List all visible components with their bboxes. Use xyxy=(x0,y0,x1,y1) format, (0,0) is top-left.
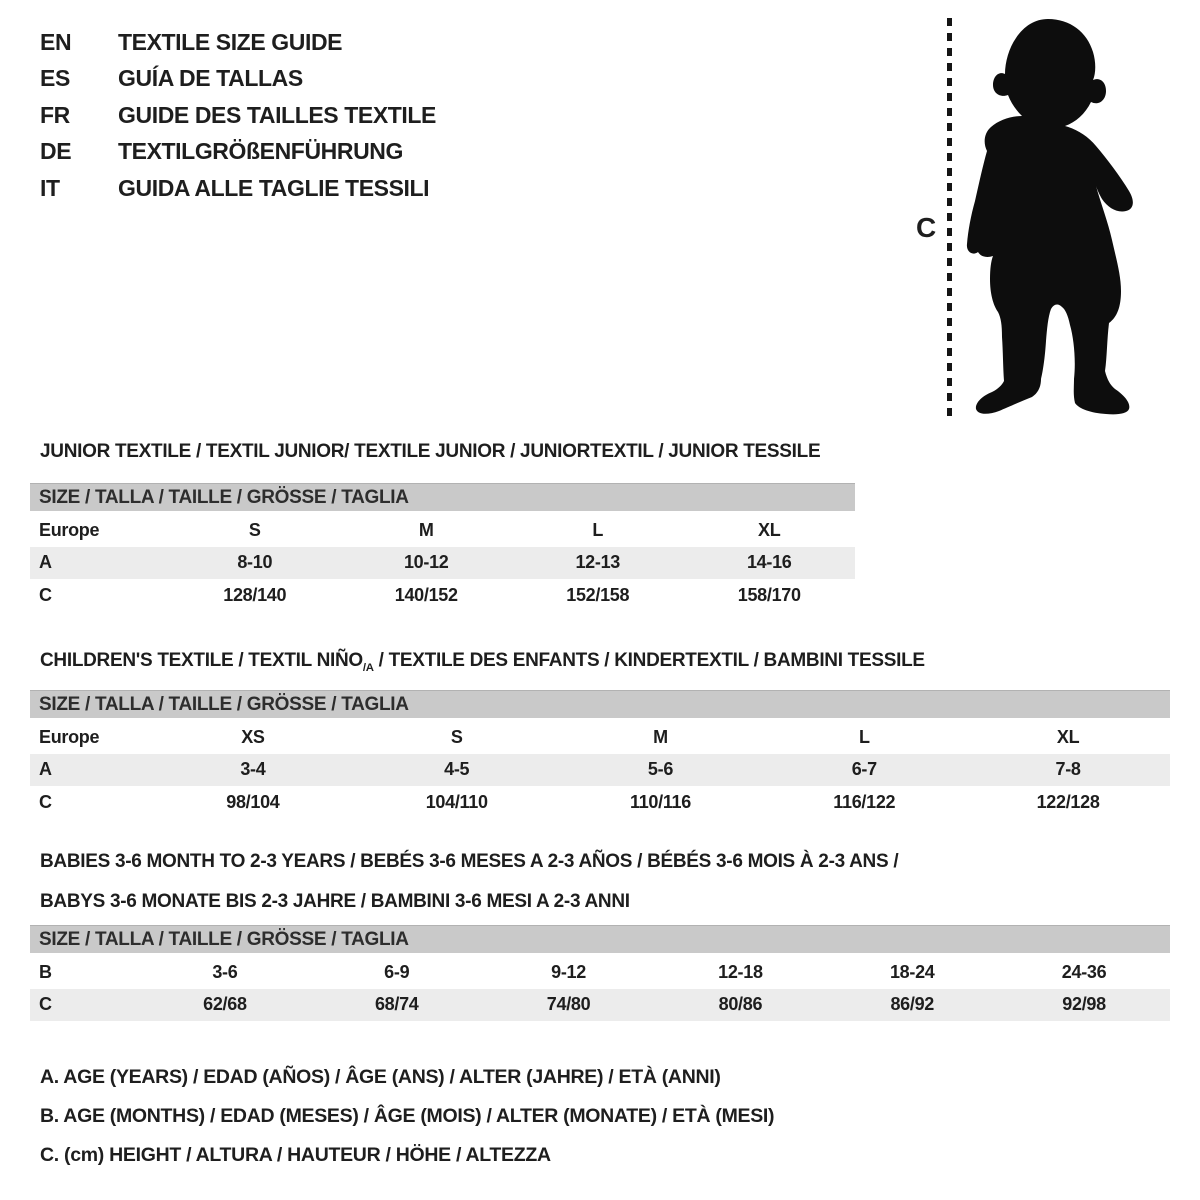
row-label: C xyxy=(39,994,52,1015)
language-title: GUIDA ALLE TAGLIE TESSILI xyxy=(118,174,430,201)
table-cell: L xyxy=(858,726,870,747)
language-title: GUIDE DES TAILLES TEXTILE xyxy=(118,101,436,128)
language-list xyxy=(40,24,436,207)
table-cell: 4-5 xyxy=(444,759,470,780)
language-row xyxy=(40,24,436,61)
table-cell: 3-4 xyxy=(240,759,266,780)
table-cell: 116/122 xyxy=(833,791,896,812)
title-text: JUNIOR TEXTILE / TEXTIL JUNIOR/ TEXTILE JUNIOR / JUNIORTEXTIL / JUNIOR TESSILE xyxy=(40,441,821,462)
table-row xyxy=(30,956,1170,989)
language-title: GUÍA DE TALLAS xyxy=(118,65,303,92)
section-title-line xyxy=(40,882,898,922)
language-code: EN xyxy=(40,28,72,55)
table-cell: M xyxy=(418,519,434,540)
language-row xyxy=(40,97,436,134)
table-row xyxy=(30,579,855,612)
language-row xyxy=(40,134,436,171)
section-title-line xyxy=(40,432,820,472)
table-row xyxy=(30,989,1170,1022)
table-cell: 5-6 xyxy=(647,759,674,780)
table-cell: 74/80 xyxy=(546,994,591,1015)
table-cell: 6-7 xyxy=(851,759,877,780)
table-cell: S xyxy=(450,726,463,747)
table-row xyxy=(30,786,1170,819)
language-code: DE xyxy=(40,138,72,165)
table-cell: XS xyxy=(241,726,265,747)
legend-line-c: C. (cm) HEIGHT / ALTURA / HAUTEUR / HÖHE / ALTEZZA xyxy=(40,1144,551,1166)
table-cell: 158/170 xyxy=(737,584,801,605)
table-cell: XL xyxy=(758,519,781,540)
size-table-header: SIZE / TALLA / TAILLE / GRÖSSE / TAGLIA xyxy=(30,483,855,511)
language-title: TEXTILGRÖßENFÜHRUNG xyxy=(118,138,403,165)
table-cell: 152/158 xyxy=(566,584,630,605)
table-cell: L xyxy=(592,519,604,540)
language-code: ES xyxy=(40,65,70,92)
title-text: CHILDREN'S TEXTILE / TEXTIL NIÑO xyxy=(40,650,363,671)
size-table-junior xyxy=(30,483,855,612)
size-table-body xyxy=(30,956,1170,1021)
title-text: / TEXTILE DES ENFANTS / KINDERTEXTIL / BAMBINI TESSILE xyxy=(373,650,925,671)
table-cell: 8-10 xyxy=(237,552,273,573)
table-cell: 14-16 xyxy=(746,552,792,573)
title-text: BABYS 3-6 MONATE BIS 2-3 JAHRE / BAMBINI 3-6 MESI A 2-3 ANNI xyxy=(40,891,630,912)
size-table-babies xyxy=(30,925,1170,1021)
toddler-silhouette xyxy=(930,15,1170,415)
table-cell: M xyxy=(653,726,668,747)
row-label: C xyxy=(39,584,52,605)
height-measure-label: C xyxy=(916,212,937,243)
row-label: B xyxy=(39,961,52,982)
section-title-babies xyxy=(40,842,898,922)
size-table-header: SIZE / TALLA / TAILLE / GRÖSSE / TAGLIA xyxy=(30,925,1170,953)
table-cell: 9-12 xyxy=(551,961,586,982)
table-cell: 110/116 xyxy=(630,791,691,812)
table-cell: 10-12 xyxy=(403,552,449,573)
table-row xyxy=(30,754,1170,787)
row-label: A xyxy=(39,552,52,573)
table-cell: 92/98 xyxy=(1062,994,1106,1015)
table-cell: 140/152 xyxy=(394,584,458,605)
language-row xyxy=(40,61,436,98)
size-table-children xyxy=(30,690,1170,819)
table-cell: 7-8 xyxy=(1055,759,1081,780)
table-cell: 104/110 xyxy=(425,791,488,812)
title-subscript: /A xyxy=(362,661,374,674)
table-row xyxy=(30,514,855,547)
table-cell: 122/128 xyxy=(1036,791,1100,812)
language-title: TEXTILE SIZE GUIDE xyxy=(118,28,343,55)
section-title-line xyxy=(40,842,898,882)
row-label: Europe xyxy=(39,519,100,540)
table-cell: 12-18 xyxy=(718,961,763,982)
table-cell: 6-9 xyxy=(384,961,410,982)
row-label: Europe xyxy=(39,726,100,747)
language-code: FR xyxy=(40,101,70,128)
table-cell: 3-6 xyxy=(212,961,238,982)
table-row xyxy=(30,721,1170,754)
table-cell: 68/74 xyxy=(374,994,419,1015)
size-table-body xyxy=(30,514,855,612)
row-label: C xyxy=(39,791,52,812)
table-row xyxy=(30,547,855,580)
legend-line-b: B. AGE (MONTHS) / EDAD (MESES) / ÂGE (MOIS) / ALTER (MONATE) / ETÀ (MESI) xyxy=(40,1105,775,1127)
size-table-header: SIZE / TALLA / TAILLE / GRÖSSE / TAGLIA xyxy=(30,690,1170,718)
table-cell: 18-24 xyxy=(889,961,935,982)
table-cell: 98/104 xyxy=(226,791,280,812)
measurement-legend xyxy=(40,1058,774,1175)
size-table-body xyxy=(30,721,1170,819)
table-cell: 80/86 xyxy=(718,994,763,1015)
language-code: IT xyxy=(40,174,60,201)
table-cell: 12-13 xyxy=(575,552,621,573)
table-cell: S xyxy=(248,519,261,540)
section-title-line xyxy=(40,641,925,688)
table-cell: XL xyxy=(1056,726,1080,747)
legend-line-a: A. AGE (YEARS) / EDAD (AÑOS) / ÂGE (ANS) / ALTER (JAHRE) / ETÀ (ANNI) xyxy=(40,1066,721,1088)
section-title-junior xyxy=(40,432,820,472)
language-row xyxy=(40,170,436,207)
table-cell: 62/68 xyxy=(203,994,247,1015)
row-label: A xyxy=(39,759,52,780)
table-cell: 24-36 xyxy=(1061,961,1107,982)
title-text: BABIES 3-6 MONTH TO 2-3 YEARS / BEBÉS 3-6 MESES A 2-3 AÑOS / BÉBÉS 3-6 MOIS À 2-3 ANS / xyxy=(40,851,899,872)
table-cell: 86/92 xyxy=(890,994,934,1015)
section-title-children xyxy=(40,641,925,688)
table-cell: 128/140 xyxy=(223,584,287,605)
